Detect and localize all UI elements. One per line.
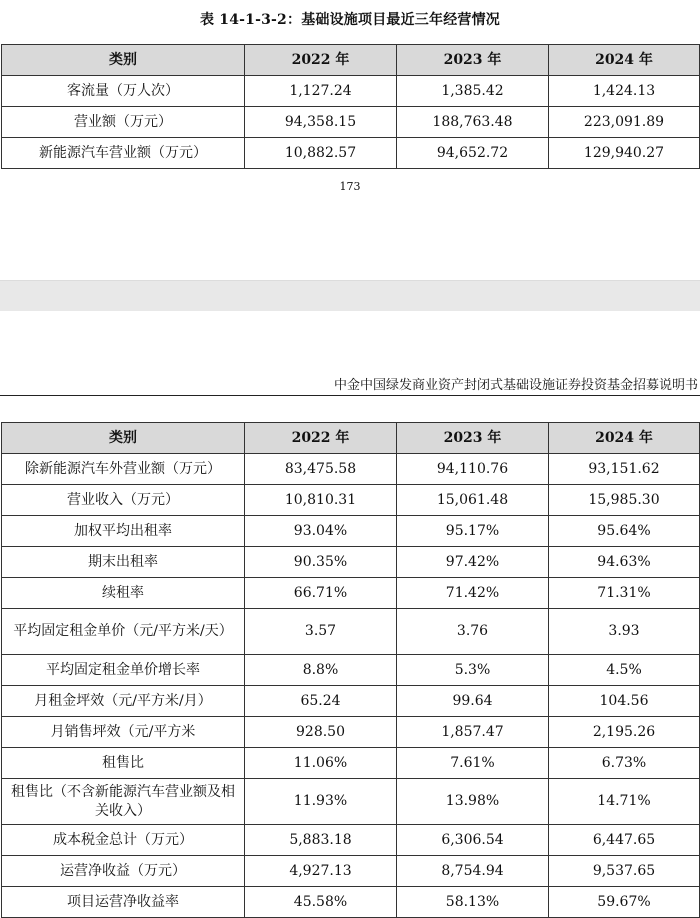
table-row bbox=[2, 748, 700, 779]
row-label: 平均固定租金单价（元/平方米/天） bbox=[2, 609, 245, 655]
cell-value: 94,652.72 bbox=[397, 138, 549, 169]
running-header: 中金中国绿发商业资产封闭式基础设施证券投资基金招募说明书 bbox=[333, 378, 698, 393]
table-row bbox=[2, 686, 700, 717]
row-label: 月销售坪效（元/平方米 bbox=[2, 717, 245, 748]
table-row bbox=[2, 655, 700, 686]
cell-value: 90.35% bbox=[245, 547, 397, 578]
cell-value: 1,385.42 bbox=[397, 76, 549, 107]
cell-value: 10,882.57 bbox=[245, 138, 397, 169]
cell-value: 5,883.18 bbox=[245, 825, 397, 856]
table-row bbox=[2, 107, 700, 138]
cell-value: 15,985.30 bbox=[549, 485, 700, 516]
cell-value: 3.57 bbox=[245, 609, 397, 655]
table-row bbox=[2, 825, 700, 856]
cell-value: 65.24 bbox=[245, 686, 397, 717]
row-label: 月租金坪效（元/平方米/月） bbox=[2, 686, 245, 717]
header-year: 2024 年 bbox=[549, 423, 700, 454]
row-label: 客流量（万人次） bbox=[2, 76, 245, 107]
header-category: 类别 bbox=[2, 45, 245, 76]
cell-value: 104.56 bbox=[549, 686, 700, 717]
cell-value: 1,424.13 bbox=[549, 76, 700, 107]
row-label: 项目运营净收益率 bbox=[2, 887, 245, 918]
cell-value: 58.13% bbox=[397, 887, 549, 918]
table-row bbox=[2, 138, 700, 169]
table-row bbox=[2, 454, 700, 485]
cell-value: 10,810.31 bbox=[245, 485, 397, 516]
cell-value: 94.63% bbox=[549, 547, 700, 578]
table-header-row bbox=[2, 423, 700, 454]
cell-value: 13.98% bbox=[397, 779, 549, 825]
cell-value: 8.8% bbox=[245, 655, 397, 686]
cell-value: 99.64 bbox=[397, 686, 549, 717]
table-row bbox=[2, 856, 700, 887]
header-year: 2022 年 bbox=[245, 45, 397, 76]
table-row bbox=[2, 717, 700, 748]
cell-value: 1,127.24 bbox=[245, 76, 397, 107]
cell-value: 14.71% bbox=[549, 779, 700, 825]
cell-value: 83,475.58 bbox=[245, 454, 397, 485]
cell-value: 6,447.65 bbox=[549, 825, 700, 856]
cell-value: 71.42% bbox=[397, 578, 549, 609]
header-category: 类别 bbox=[2, 423, 245, 454]
cell-value: 66.71% bbox=[245, 578, 397, 609]
cell-value: 1,857.47 bbox=[397, 717, 549, 748]
cell-value: 223,091.89 bbox=[549, 107, 700, 138]
cell-value: 129,940.27 bbox=[549, 138, 700, 169]
cell-value: 95.64% bbox=[549, 516, 700, 547]
cell-value: 2,195.26 bbox=[549, 717, 700, 748]
header-year: 2022 年 bbox=[245, 423, 397, 454]
cell-value: 93.04% bbox=[245, 516, 397, 547]
operations-table-part-1 bbox=[1, 44, 700, 169]
page-number: 173 bbox=[339, 180, 361, 193]
row-label: 成本税金总计（万元） bbox=[2, 825, 245, 856]
cell-value: 4,927.13 bbox=[245, 856, 397, 887]
page-gap bbox=[0, 280, 700, 312]
cell-value: 94,110.76 bbox=[397, 454, 549, 485]
table-row bbox=[2, 547, 700, 578]
row-label: 平均固定租金单价增长率 bbox=[2, 655, 245, 686]
row-label: 续租率 bbox=[2, 578, 245, 609]
row-label: 除新能源汽车外营业额（万元） bbox=[2, 454, 245, 485]
cell-value: 71.31% bbox=[549, 578, 700, 609]
row-label: 运营净收益（万元） bbox=[2, 856, 245, 887]
cell-value: 11.93% bbox=[245, 779, 397, 825]
table-header-row bbox=[2, 45, 700, 76]
cell-value: 4.5% bbox=[549, 655, 700, 686]
row-label: 新能源汽车营业额（万元） bbox=[2, 138, 245, 169]
cell-value: 94,358.15 bbox=[245, 107, 397, 138]
row-label: 期末出租率 bbox=[2, 547, 245, 578]
row-label: 租售比（不含新能源汽车营业额及相关收入） bbox=[2, 779, 245, 825]
header-rule bbox=[0, 395, 700, 396]
row-label: 租售比 bbox=[2, 748, 245, 779]
row-label: 营业额（万元） bbox=[2, 107, 245, 138]
cell-value: 9,537.65 bbox=[549, 856, 700, 887]
document-page-1 bbox=[0, 0, 700, 280]
header-year: 2023 年 bbox=[397, 45, 549, 76]
cell-value: 6.73% bbox=[549, 748, 700, 779]
cell-value: 93,151.62 bbox=[549, 454, 700, 485]
cell-value: 928.50 bbox=[245, 717, 397, 748]
cell-value: 8,754.94 bbox=[397, 856, 549, 887]
cell-value: 45.58% bbox=[245, 887, 397, 918]
cell-value: 97.42% bbox=[397, 547, 549, 578]
cell-value: 11.06% bbox=[245, 748, 397, 779]
table-row bbox=[2, 76, 700, 107]
cell-value: 15,061.48 bbox=[397, 485, 549, 516]
cell-value: 7.61% bbox=[397, 748, 549, 779]
table-row bbox=[2, 887, 700, 918]
table-row bbox=[2, 578, 700, 609]
header-year: 2024 年 bbox=[549, 45, 700, 76]
cell-value: 3.93 bbox=[549, 609, 700, 655]
header-year: 2023 年 bbox=[397, 423, 549, 454]
operations-table-part-2 bbox=[1, 422, 700, 918]
table-row bbox=[2, 516, 700, 547]
table-row bbox=[2, 485, 700, 516]
table-title: 表 14-1-3-2：基础设施项目最近三年经营情况 bbox=[199, 12, 500, 28]
cell-value: 95.17% bbox=[397, 516, 549, 547]
table-row bbox=[2, 609, 700, 655]
cell-value: 3.76 bbox=[397, 609, 549, 655]
row-label: 加权平均出租率 bbox=[2, 516, 245, 547]
cell-value: 188,763.48 bbox=[397, 107, 549, 138]
cell-value: 5.3% bbox=[397, 655, 549, 686]
table-row bbox=[2, 779, 700, 825]
cell-value: 6,306.54 bbox=[397, 825, 549, 856]
cell-value: 59.67% bbox=[549, 887, 700, 918]
row-label: 营业收入（万元） bbox=[2, 485, 245, 516]
